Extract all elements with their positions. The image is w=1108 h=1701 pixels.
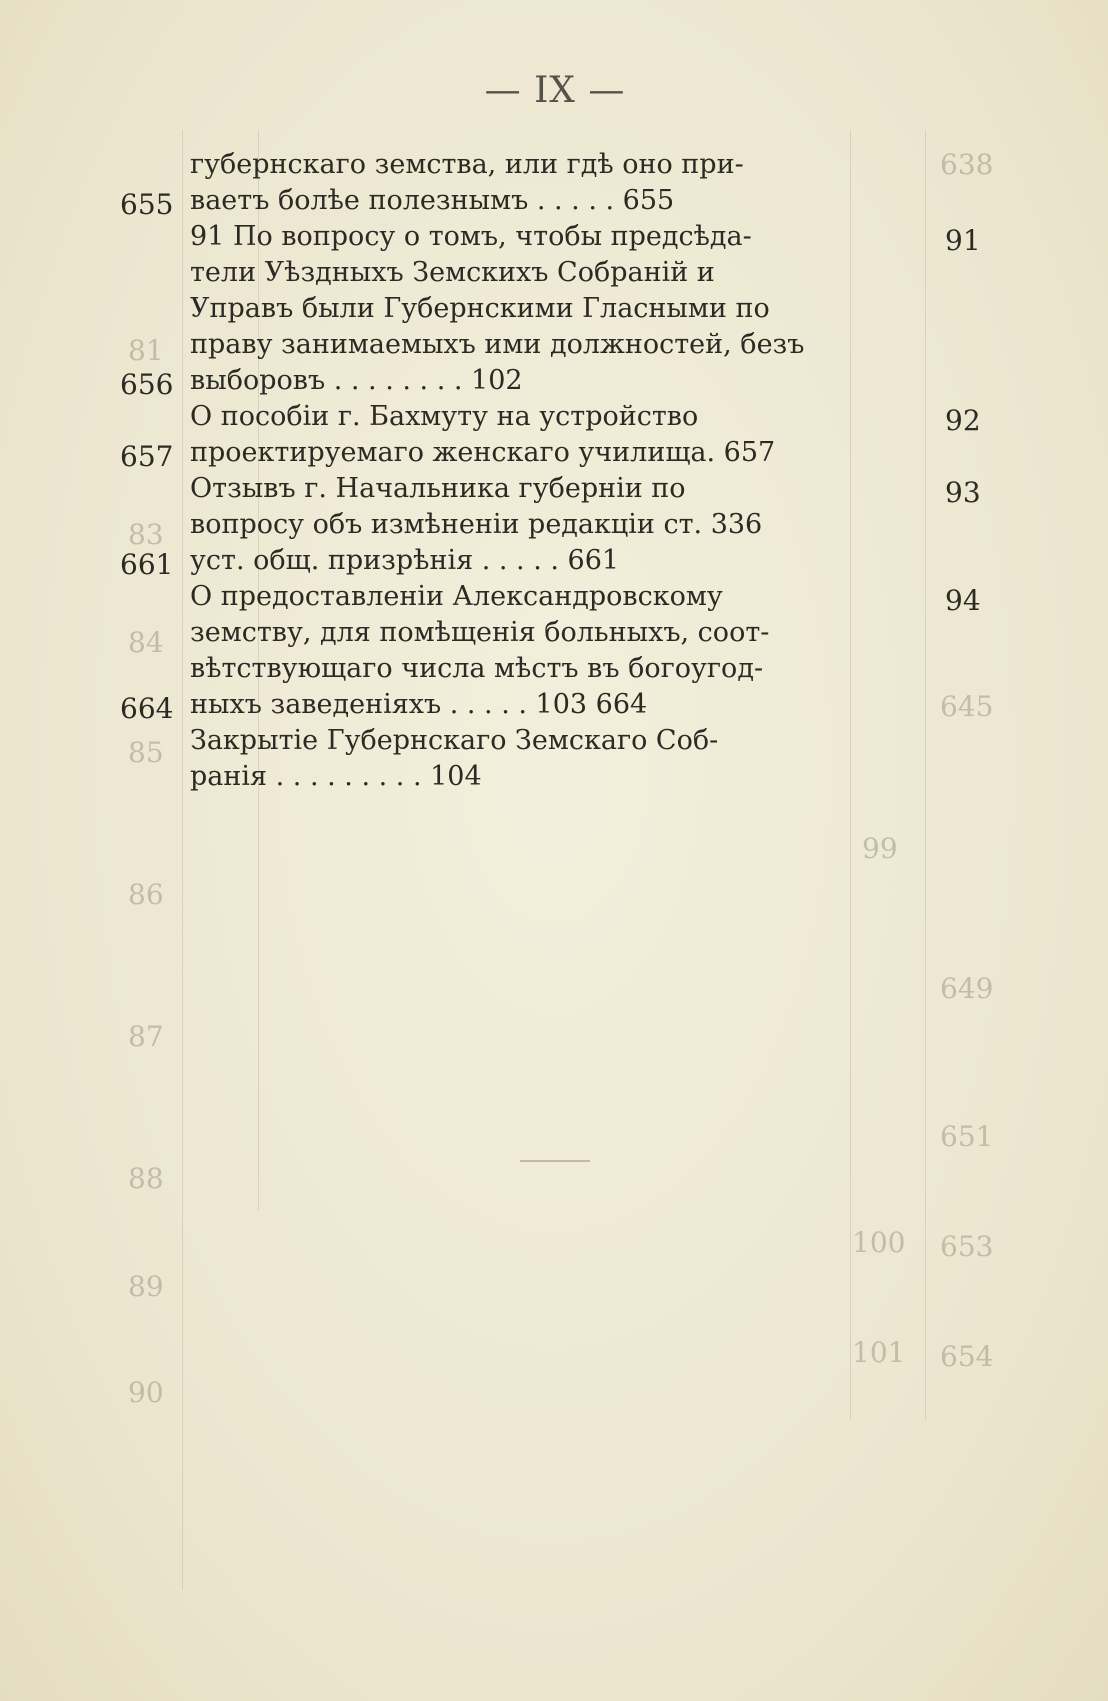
bleed-number: 653 (940, 1230, 994, 1263)
bleed-number: 645 (940, 690, 994, 723)
bleed-number: 101 (852, 1336, 906, 1369)
bleed-number: 87 (128, 1020, 164, 1053)
bleed-number: 654 (940, 1340, 994, 1373)
index-line: тели Уѣздныхъ Земскихъ Собраній и (190, 257, 715, 288)
page-ref: 661 (120, 548, 174, 581)
column-rule (925, 130, 926, 1420)
index-line: земству, для помѣщенія больныхъ, соот- (190, 617, 770, 648)
index-line: 91 По вопросу о томъ, чтобы предсѣда- (190, 221, 752, 252)
ornament-divider (520, 1160, 590, 1172)
bleed-number: 88 (128, 1162, 164, 1195)
index-line: губернскаго земства, или гдѣ оно при- (190, 149, 744, 180)
page-ref: 664 (120, 692, 174, 725)
index-line: уст. общ. призрѣнія . . . . . 661 (190, 545, 620, 576)
bleed-number: 651 (940, 1120, 994, 1153)
index-line: ваетъ болѣе полезнымъ . . . . . 655 (190, 185, 675, 216)
index-line: О пособіи г. Бахмуту на устройство (190, 401, 699, 432)
entry-number: 92 (945, 404, 981, 437)
entry-number: 91 (945, 224, 981, 257)
entry-number: 93 (945, 476, 981, 509)
entry-number: 94 (945, 584, 981, 617)
bleed-number: 85 (128, 736, 164, 769)
bleed-number: 89 (128, 1270, 164, 1303)
index-line: вопросу объ измѣненіи редакціи ст. 336 (190, 509, 763, 540)
column-rule (182, 130, 183, 1590)
page-ref: 657 (120, 440, 174, 473)
page-number: — IX — (484, 70, 626, 111)
page-ref: 655 (120, 188, 174, 221)
bleed-number: 83 (128, 518, 164, 551)
bleed-number: 100 (852, 1226, 906, 1259)
index-line: праву занимаемыхъ ими должностей, безъ (190, 329, 805, 360)
index-line: выборовъ . . . . . . . . 102 (190, 365, 523, 396)
index-line: ранія . . . . . . . . . 104 (190, 761, 482, 792)
index-line: вѣтствующаго числа мѣстъ въ богоугод- (190, 653, 764, 684)
index-line: Отзывъ г. Начальника губерніи по (190, 473, 686, 504)
index-line: Закрытіе Губернскаго Земскаго Соб- (190, 725, 719, 756)
index-line: ныхъ заведеніяхъ . . . . . 103 664 (190, 689, 648, 720)
bleed-number: 638 (940, 148, 994, 181)
bleed-number: 99 (862, 832, 898, 865)
bleed-number: 90 (128, 1376, 164, 1409)
page-ref: 656 (120, 368, 174, 401)
bleed-number: 86 (128, 878, 164, 911)
index-line: О предоставленіи Александровскому (190, 581, 723, 612)
bleed-number: 81 (128, 334, 164, 367)
index-line: Управъ были Губернскими Гласными по (190, 293, 770, 324)
bleed-number: 649 (940, 972, 994, 1005)
index-line: проектируемаго женскаго училища. 657 (190, 437, 776, 468)
bleed-number: 84 (128, 626, 164, 659)
